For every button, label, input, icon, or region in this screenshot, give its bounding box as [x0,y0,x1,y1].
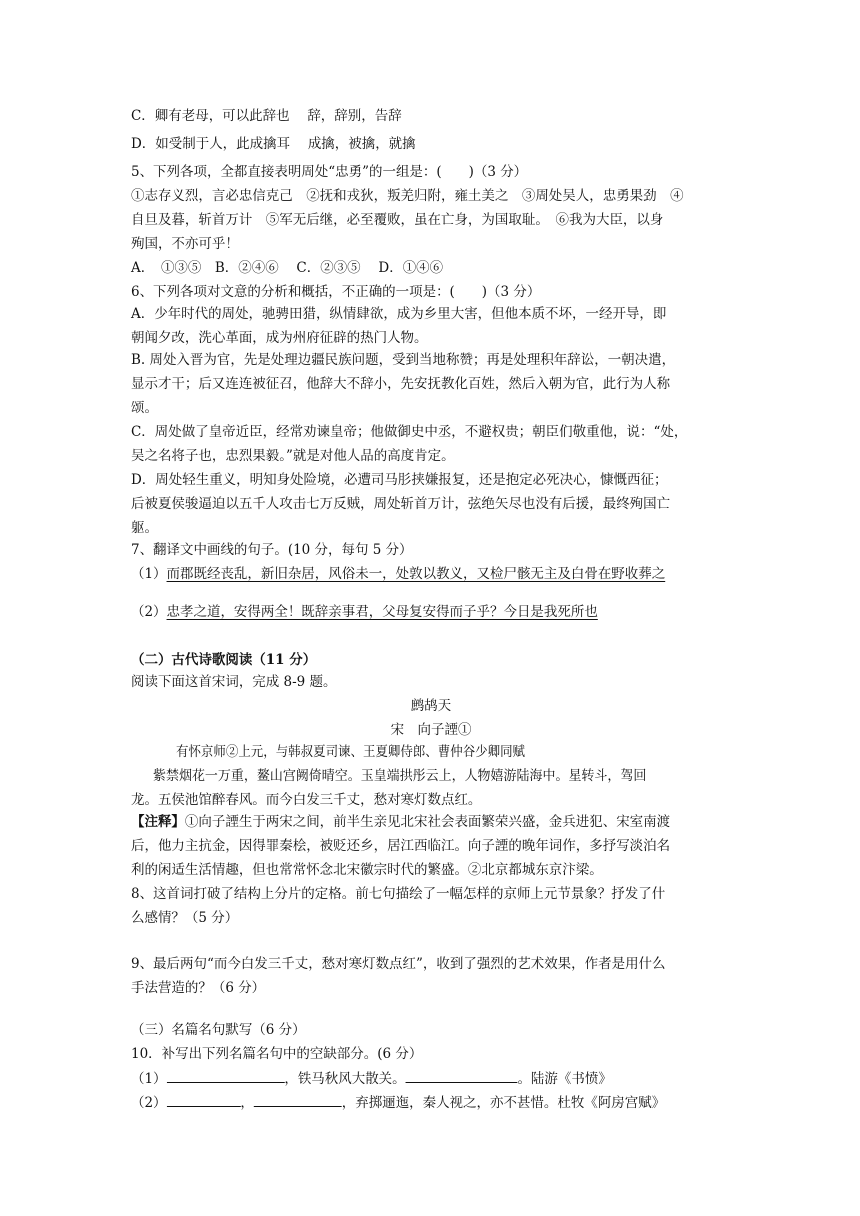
q10-line-2 [131,1092,730,1112]
poem-body-line2: 龙。五侯池馆醉春风。而今白发三千丈，愁对寒灯数点红。 [131,792,482,808]
poem-note-line1 [131,812,730,832]
q7-s1-prefix: （1） [131,566,167,582]
fill-blank-4[interactable] [254,1092,342,1107]
q7-stem: 7、翻译文中画线的句子。(10 分，每句 5 分） [131,542,413,558]
q5-items-line1: ①志存义烈，言必忠信克己 ②抚和戎狄，叛羌归附，雍土美之 ③周处吴人，忠勇果劲 ④ [131,188,684,204]
q6-option-b-cont2: 颂。 [131,400,158,416]
q7-s1-underlined: 而郡既经丧乱，新旧杂居，风俗未一，处敦以教义，又检尸骸无主及白骨在野收葬之 [166,566,666,582]
section2-heading: （二）古代诗歌阅读（11 分） [131,652,317,668]
q4-option-d: D．如受制于人，此成擒耳 成擒，被擒，就擒 [131,136,416,152]
q5-options: A． ①③⑤ B．②④⑥ C．②③⑤ D．①④⑥ [131,260,444,276]
poem-note-line2: 后，他力主抗金，因得罪秦桧，被贬还乡，居江西临江。向子諲的晚年词作，多抒写淡泊名 [131,838,671,854]
q6-stem: 6、下列各项对文意的分析和概括，不正确的一项是：( )（3 分） [131,284,541,300]
q10-l2-prefix: （2） [131,1095,167,1111]
q6-option-b-cont: 显示才干；后又连连被征召，他辞大不辞小，先安抚教化百姓，然后入朝为官，此行为人称 [131,376,671,392]
q5-items-line2: 自旦及暮，斩首万计 ⑤军无后继，必至覆败，虽在亡身，为国取耻。 ⑥我为大臣，以身 [131,212,664,228]
poem-preface: 有怀京师②上元，与韩叔夏司谏、王夏卿侍郎、曹仲谷少卿同赋 [176,744,526,760]
note-text-1: ①向子諲生于两宋之间，前半生亲见北宋社会表面繁荣兴盛，金兵进犯、宋室南渡 [184,814,671,830]
q8-stem-cont: 么感情？（5 分） [131,910,239,926]
q5-stem: 5、下列各项，全都直接表明周处“忠勇”的一组是：( )（3 分） [131,164,528,180]
q7-sentence-1 [131,564,730,584]
fill-blank-1[interactable] [167,1068,285,1083]
fill-blank-2[interactable] [406,1068,518,1083]
poem-note-line3: 利的闲适生活情趣，但也常常怀念北宋徽宗时代的繁盛。②北京都城东京汴梁。 [131,862,603,878]
q10-l2-end: ，弃掷逦迤，秦人视之，亦不甚惜。杜牧《阿房宫赋》 [341,1095,666,1111]
q6-option-c: C．周处做了皇帝近臣，经常劝谏皇帝；他做御史中丞，不避权贵；朝臣们敬重他，说：“处， [131,424,688,440]
q4-option-c: C．卿有老母，可以此辞也 辞，辞别，告辞 [131,108,402,124]
q7-s2-prefix: （2） [131,604,167,620]
q8-stem: 8、这首词打破了结构上分片的定格。前七句描绘了一幅怎样的京师上元节景象？抒发了什 [131,886,666,902]
q6-option-d-cont: 后被夏侯骏逼迫以五千人攻击七万反贼，周处斩首万计，弦绝矢尽也没有后援，最终殉国亡 [131,496,671,512]
q10-line-1 [131,1068,730,1088]
q5-items-line3: 殉国，不亦可乎！ [131,236,239,252]
fill-blank-3[interactable] [167,1092,241,1107]
section2-intro: 阅读下面这首宋词，完成 8-9 题。 [131,674,337,690]
q10-l1-end: 。陆游《书愤》 [517,1071,612,1087]
q9-stem: 9、最后两句“而今白发三千丈，愁对寒灯数点红”，收到了强烈的艺术效果，作者是用什么 [131,956,666,972]
q6-option-a: A．少年时代的周处，驰骋田猎，纵情肆欲，成为乡里大害，但他本质不坏，一经开导，即 [131,306,667,322]
poem-title: 鹧鸪天 [410,698,452,714]
q6-option-c-cont: 吴之名将子也，忠烈果毅。”就是对他人品的高度肯定。 [131,448,455,464]
section3-heading: （三）名篇名句默写（6 分） [131,1022,306,1038]
q10-l1-mid: ，铁马秋风大散关。 [284,1071,406,1087]
q7-sentence-2 [131,602,730,622]
q10-l2-sep: ， [240,1095,254,1111]
q10-stem: 10．补写出下列名篇名句中的空缺部分。(6 分） [131,1046,423,1062]
q6-option-d-cont2: 躯。 [131,520,158,536]
note-label: 【注释】 [131,814,185,830]
q10-l1-prefix: （1） [131,1071,167,1087]
poem-author: 宋 向子諲① [390,722,472,738]
q7-s2-underlined: 忠孝之道，安得两全！既辞亲事君，父母复安得而子乎？今日是我死所也 [166,604,598,620]
q9-stem-cont: 手法营造的？（6 分） [131,980,266,996]
q6-option-d: D．周处轻生重义，明知身处险境，必遭司马肜挟嫌报复，还是抱定必死决心，慷慨西征； [131,472,668,488]
q6-option-a-cont: 朝闻夕改，洗心革面，成为州府征辟的热门人物。 [131,330,428,346]
poem-body-line1: 紫禁烟花一万重，鳌山宫阙倚晴空。玉皇端拱彤云上，人物嬉游陆海中。星转斗，驾回 [153,768,647,784]
q6-option-b: B. 周处入晋为官，先是处理边疆民族问题，受到当地称赞；再是处理积年辞讼，一朝决遣， [131,352,676,368]
